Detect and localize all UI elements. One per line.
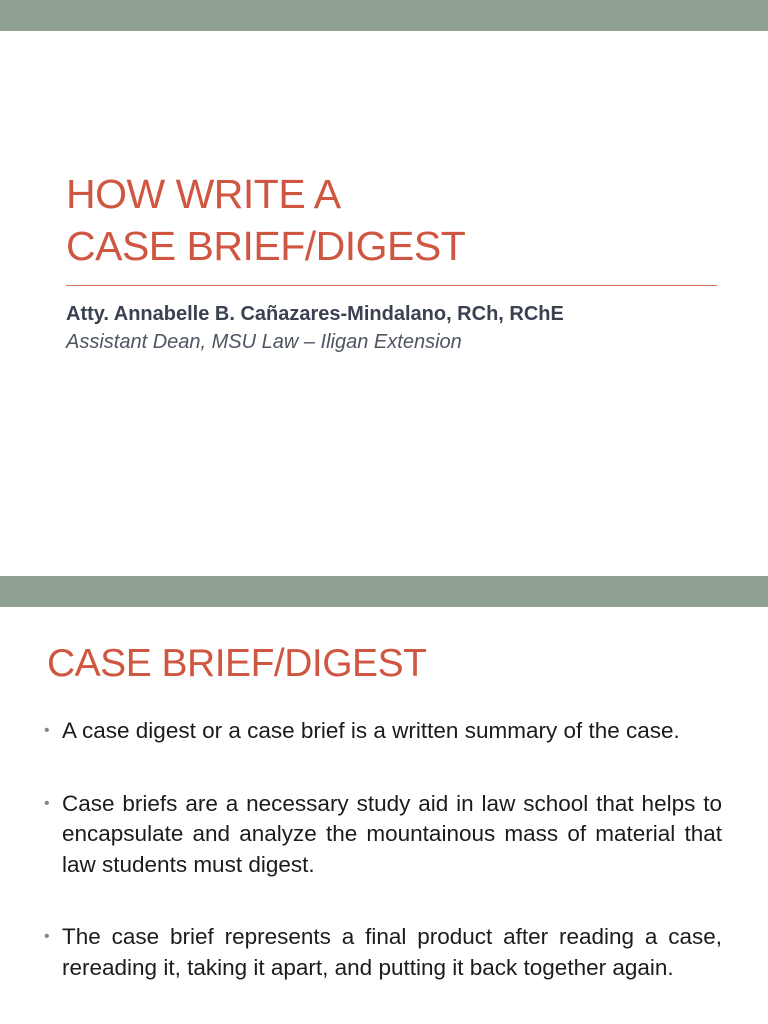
slide2-title: CASE BRIEF/DIGEST xyxy=(47,642,427,685)
slide1-top-band xyxy=(0,0,768,31)
author-name: Atty. Annabelle B. Cañazares-Mindalano, RCh, RChE xyxy=(66,303,564,325)
bullet-icon: • xyxy=(44,928,50,945)
bullet-text: A case digest or a case brief is a written summary of the case. xyxy=(62,718,680,743)
list-item xyxy=(44,716,722,747)
slide1-title-line1: HOW WRITE A xyxy=(66,171,341,217)
title-divider xyxy=(66,285,717,286)
bullet-list xyxy=(44,716,722,1024)
slide1-title-line2: CASE BRIEF/DIGEST xyxy=(66,223,466,269)
bullet-text: Case briefs are a necessary study aid in law school that helps to encapsulate and analyze the mountainous mass of material that law students must digest. xyxy=(62,790,722,877)
bullet-text: The case brief represents a final product after reading a case, rereading it, taking it apart, and putting it back together again. xyxy=(62,924,722,980)
bullet-icon: • xyxy=(44,794,50,812)
slide2-top-band xyxy=(0,576,768,607)
list-item xyxy=(44,789,722,881)
list-item xyxy=(44,922,722,983)
bullet-icon: • xyxy=(44,722,50,739)
author-position: Assistant Dean, MSU Law – Iligan Extension xyxy=(66,331,462,353)
slide1-title xyxy=(66,168,726,272)
